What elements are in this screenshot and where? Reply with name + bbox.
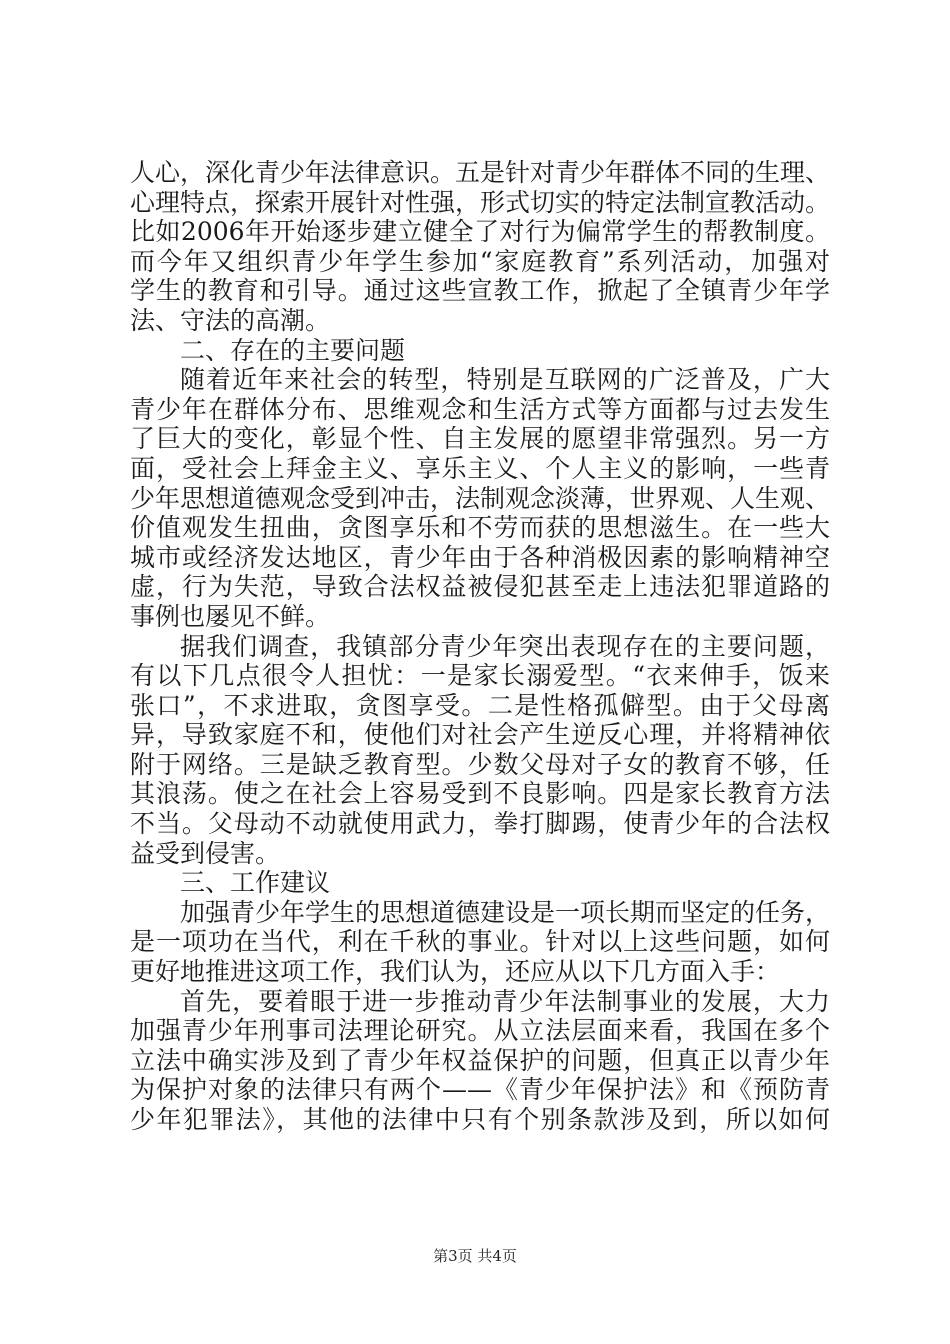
text-line: 比如2006年开始逐步建立健全了对行为偏常学生的帮教制度。 [130,217,830,247]
text-line: 城市或经济发达地区，青少年由于各种消极因素的影响精神空 [130,542,830,572]
text-line: 不当。父母动不动就使用武力，拳打脚踢，使青少年的合法权 [130,809,830,839]
text-line: 加强青少年学生的思想道德建设是一项长期而坚定的任务， [180,897,831,927]
text-line: 加强青少年刑事司法理论研究。从立法层面来看，我国在多个 [130,1016,830,1046]
text-line: 为保护对象的法律只有两个——《青少年保护法》和《预防青 [130,1075,830,1105]
text-line: 有以下几点很令人担忧：一是家长溺爱型。“衣来伸手，饭来 [130,661,830,691]
text-line: 法、守法的高潮。 [130,305,331,335]
text-line: 学生的教育和引导。通过这些宣教工作，掀起了全镇青少年学 [130,276,830,306]
section-heading: 三、工作建议 [180,868,331,898]
text-line: 青少年在群体分布、思维观念和生活方式等方面都与过去发生 [130,394,830,424]
text-line: 而今年又组织青少年学生参加“家庭教育”系列活动，加强对 [130,246,830,276]
text-line: 益受到侵害。 [130,838,281,868]
text-line: 更好地推进这项工作，我们认为，还应从以下几方面入手： [130,957,781,987]
text-line: 虚，行为失范，导致合法权益被侵犯甚至走上违法犯罪道路的 [130,572,830,602]
text-line: 是一项功在当代，利在千秋的事业。针对以上这些问题，如何 [130,927,830,957]
document-body [130,158,830,1135]
text-line: 面，受社会上拜金主义、享乐主义、个人主义的影响，一些青 [130,453,830,483]
text-line: 人心，深化青少年法律意识。五是针对青少年群体不同的生理、 [130,158,831,187]
text-line: 立法中确实涉及到了青少年权益保护的问题，但真正以青少年 [130,1045,830,1075]
page-number-footer: 第3页 共4页 [433,1247,517,1265]
text-line: 首先，要着眼于进一步推动青少年法制事业的发展，大力 [180,986,830,1016]
text-line: 张口”，不求进取，贪图享受。二是性格孤僻型。由于父母离 [130,690,830,720]
text-line: 心理特点，探索开展针对性强，形式切实的特定法制宣教活动。 [130,187,831,217]
text-line: 了巨大的变化，彰显个性、自主发展的愿望非常强烈。另一方 [130,424,830,454]
text-line: 据我们调查，我镇部分青少年突出表现存在的主要问题， [180,631,830,661]
text-line: 事例也屡见不鲜。 [130,601,331,631]
text-line: 随着近年来社会的转型，特别是互联网的广泛普及，广大 [180,365,830,395]
text-line: 少年犯罪法》，其他的法律中只有个别条款涉及到，所以如何 [130,1105,830,1134]
text-line: 附于网络。三是缺乏教育型。少数父母对子女的教育不够，任 [130,749,830,779]
text-line: 其浪荡。使之在社会上容易受到不良影响。四是家长教育方法 [130,779,830,809]
text-line: 价值观发生扭曲，贪图享乐和不劳而获的思想滋生。在一些大 [130,513,830,543]
section-heading: 二、存在的主要问题 [180,335,406,365]
text-line: 少年思想道德观念受到冲击，法制观念淡薄，世界观、人生观、 [130,483,831,513]
text-line: 异，导致家庭不和，使他们对社会产生逆反心理，并将精神依 [130,720,830,750]
